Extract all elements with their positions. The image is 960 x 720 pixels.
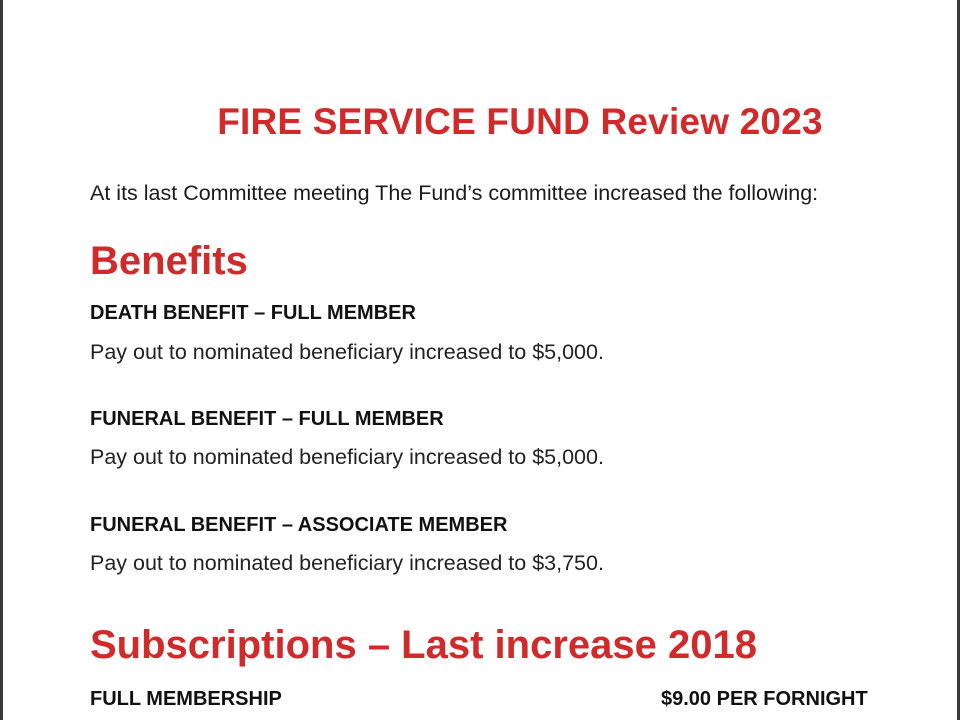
- benefit-title-death-full: DEATH BENEFIT – FULL MEMBER: [90, 302, 416, 324]
- benefit-desc-funeral-full: Pay out to nominated beneficiary increased to $5,000.: [90, 445, 604, 469]
- benefit-title-funeral-associate: FUNERAL BENEFIT – ASSOCIATE MEMBER: [90, 514, 508, 536]
- benefit-desc-funeral-associate: Pay out to nominated beneficiary increased to $3,750.: [90, 551, 604, 575]
- benefit-title-funeral-full: FUNERAL BENEFIT – FULL MEMBER: [90, 408, 444, 430]
- subscription-value-full-membership: $9.00 PER FORNIGHT: [661, 688, 868, 710]
- subscription-label-full-membership: FULL MEMBERSHIP: [90, 688, 282, 710]
- document-title: FIRE SERVICE FUND Review 2023: [217, 101, 823, 142]
- intro-text: At its last Committee meeting The Fund’s committee increased the following:: [90, 181, 819, 205]
- subscriptions-heading: Subscriptions – Last increase 2018: [90, 623, 757, 667]
- benefit-desc-death-full: Pay out to nominated beneficiary increased to $5,000.: [90, 340, 604, 364]
- benefits-heading: Benefits: [90, 239, 248, 283]
